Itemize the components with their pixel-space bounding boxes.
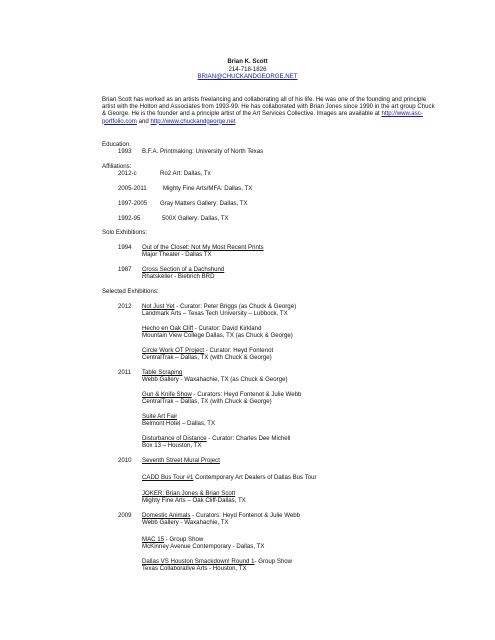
affiliation-detail: Ro2 Art: Dallas, Tx [160,170,211,177]
exhibition-curator: - Curator: Peter Briggs (as Chuck & George) [174,303,297,310]
affiliation-detail: 500X Gallery: Dallas, TX [162,215,229,222]
exhibition-title[interactable]: Out of the Closet: Not My Most Recent Prints [142,244,264,251]
exhibition-title[interactable]: Table Scraping [142,369,183,376]
affiliations-heading: Affiliations: [102,163,132,170]
exhibition-year: 1987 [118,266,132,273]
affiliation-detail: Mighty Fine Arts/MFA: Dallas, TX [163,185,253,192]
exhibition-venue: Mountain View College Dallas, TX (as Chuck & George) [142,332,293,339]
bio-text: Brian Scott has worked as an artists freelancing and collaborating all of his life. He was one of the founding and principle artist with the Holton and Associates from 1993-99. He has collaborated with Brian Jones since 1990 in the art group Chuck & George. He is the founder and a principle artist of the Art Services Collective. Images are available at [102,96,435,118]
affiliation-years: 2012-c [118,170,137,177]
exhibition-year: 2012 [118,303,132,310]
exhibition-venue: Box 13 – Houston, TX [142,442,202,449]
exhibition-entry [142,474,317,481]
resume-name: Brian K. Scott [227,58,268,65]
exhibition-entry [142,325,261,332]
phone-number: 214-718-1826 [228,66,267,73]
exhibition-title[interactable]: Suite Art Fair [142,413,178,420]
exhibition-venue: Major Theater - Dallas TX [142,251,212,258]
exhibition-title[interactable]: Dallas VS Houston Smackdown! Round 1 [142,558,255,565]
exhibition-title[interactable]: Seventh Street Mural Project [142,457,220,464]
selected-heading: Selected Exhibitions: [102,288,159,295]
exhibition-entry [142,536,203,543]
affiliation-years: 2005-2011 [118,185,147,192]
email-link[interactable]: BRIAN@CHUCKANDGEORGE.NET [197,73,298,80]
exhibition-venue: CentralTrak – Dallas, TX (with Chuck & George) [142,354,272,361]
solo-heading: Solo Exhibitions: [102,229,148,236]
exhibition-description: - Group Show [254,558,293,565]
exhibition-title[interactable]: Gun & Knife Show [142,391,192,398]
exhibition-year: 2010 [118,457,132,464]
email-line [0,73,495,80]
affiliation-years: 1997-2005 [118,200,148,207]
affiliation-detail: Gray Matters Gallery: Dallas, TX [160,200,248,207]
exhibition-title[interactable]: Disturbance of Distance [142,435,207,442]
exhibition-year: 1994 [118,244,132,251]
exhibition-entry [142,435,290,442]
exhibition-venue: Webb Gallery - Waxahachie, TX [142,519,229,526]
exhibition-title[interactable]: Not Just Yet [142,303,175,310]
exhibition-title[interactable]: Hecho en Oak Cliff [142,325,194,332]
education-heading: Education: [102,141,131,148]
exhibition-year: 2009 [118,512,132,519]
exhibition-title[interactable]: Domestic Animals [142,512,191,519]
education-detail: B.F.A. Printmaking: University of North Texas [142,148,264,155]
exhibition-curator: - Curators: Heyd Fontenot & Julie Webb [190,512,301,519]
exhibition-title[interactable]: Circle Work OT Project [142,347,205,354]
exhibition-title[interactable]: JOKER: Brian Jones & Brian Scott [142,490,236,497]
exhibition-description: - Group Show [164,536,204,543]
exhibition-title[interactable]: MAC 15 [142,536,165,543]
exhibition-entry [142,303,296,310]
exhibition-entry [142,347,273,354]
exhibition-curator: - Curator: David Kirkland [193,325,262,332]
exhibition-description: Contemporary Art Dealers of Dallas Bus Tour [193,474,317,481]
exhibition-curator: - Curators: Heyd Fontenot & Julie Webb [191,391,302,398]
exhibition-entry [142,391,301,398]
exhibition-venue: Webb Gallery - Waxahachie, TX (as Chuck & George) [142,376,288,383]
exhibition-entry [142,558,292,565]
bio-paragraph [102,96,437,125]
exhibition-year: 2011 [118,369,132,376]
exhibition-title[interactable]: Cross Section of a Dachshund [142,266,225,273]
exhibition-venue: McKinney Avenue Contemporary - Dallas, TX [142,543,265,550]
exhibition-curator: - Curator: Heyd Fontenot [204,347,274,354]
website-link[interactable]: http://www.chuckandgeorge.net [150,117,236,125]
portfolio-link[interactable]: http://www.asc-portfolio.com [102,110,423,125]
exhibition-title[interactable]: CADD Bus Tour #1 [142,474,194,481]
exhibition-entry [142,512,300,519]
exhibition-venue: Landmark Arts – Texas Tech University – Lubbock, TX [142,310,288,317]
exhibition-curator: - Curator: Charles Dee Michell [206,435,291,442]
exhibition-venue: Rhatskeller - Biebrich BRD [142,273,215,280]
exhibition-venue: Mighty Fine Arts – Oak Cliff-Dallas, TX [142,497,246,504]
exhibition-venue: Belmont Hotel – Dallas, TX [142,420,216,427]
exhibition-venue: CentralTrak – Dallas, TX (with Chuck & George) [142,398,272,405]
affiliation-years: 1992-95 [118,215,141,222]
exhibition-venue: Texas Collaborative Arts - Houston, TX [142,565,247,572]
bio-and: and [138,117,149,125]
education-year: 1993 [118,148,132,155]
